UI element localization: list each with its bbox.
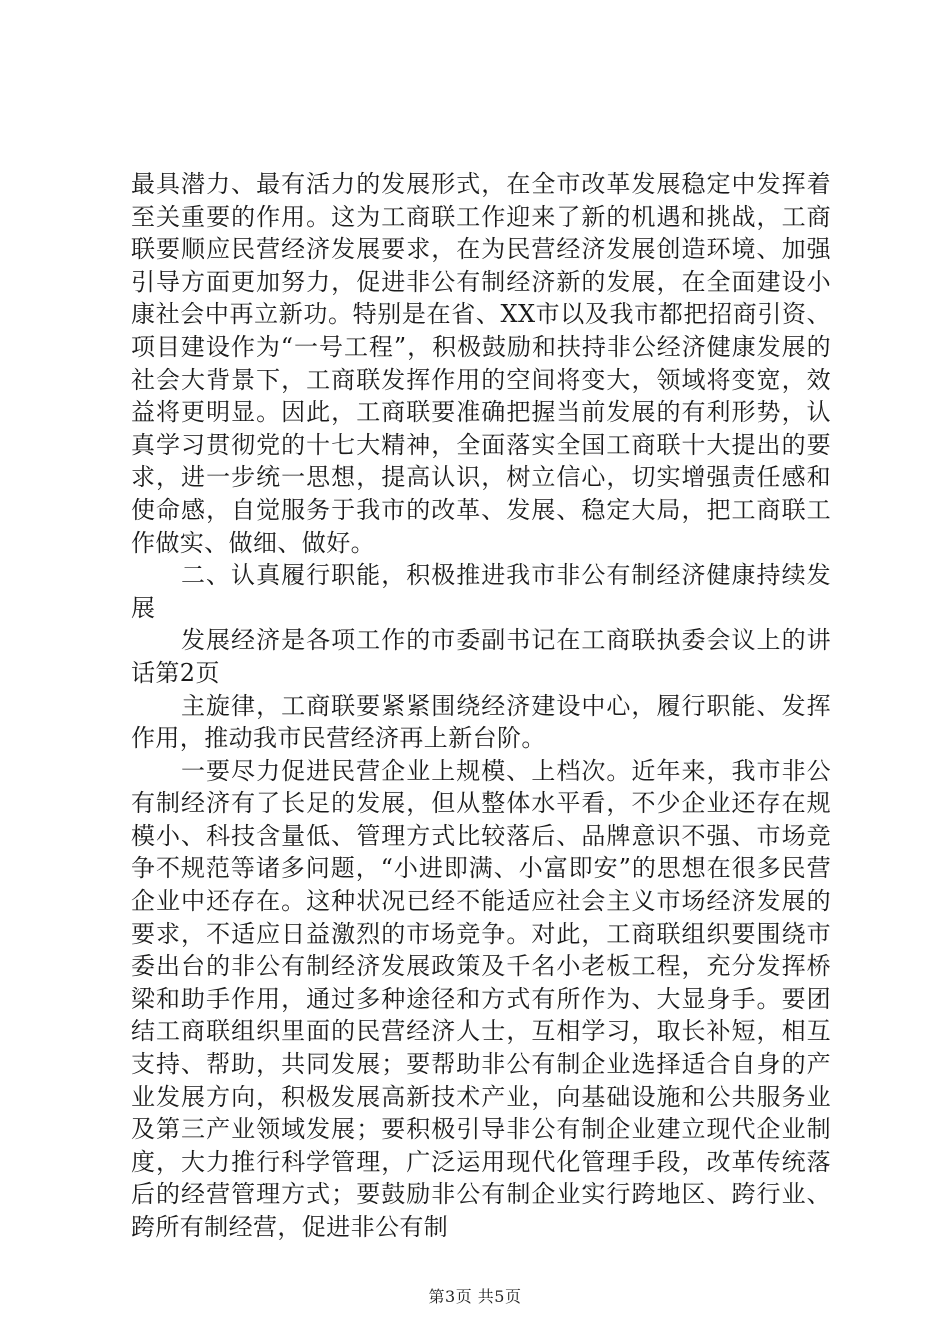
document-body [131, 168, 831, 1244]
section-heading-2: 二、认真履行职能，积极推进我市非公有制经济健康持续发展 [131, 561, 831, 622]
paragraph-page-title-line: 发展经济是各项工作的市委副书记在工商联执委会议上的讲话第2页 [131, 626, 831, 687]
page-footer: 第3页 共5页 [428, 1287, 522, 1306]
paragraph-point-one: 一要尽力促进民营企业上规模、上档次。近年来，我市非公有制经济有了长足的发展，但从整体水平看，不少企业还存在规模小、科技含量低、管理方式比较落后、品牌意识不强、市场竞争不规范等诸多问题，“小进即满、小富即安”的思想在很多民营企业中还存在。这种状况已经不能适应社会主义市场经济发展的要求，不适应日益激烈的市场竞争。对此，工商联组织要围绕市委出台的非公有制经济发展政策及千名小老板工程，充分发挥桥梁和助手作用，通过多种途径和方式有所作为、大显身手。要团结工商联组织里面的民营经济人士，互相学习，取长补短，相互支持、帮助，共同发展；要帮助非公有制企业选择适合自身的产业发展方向，积极发展高新技术产业，向基础设施和公共服务业及第三产业领域发展；要积极引导非公有制企业建立现代企业制度，大力推行科学管理，广泛运用现代化管理手段，改革传统落后的经营管理方式；要鼓励非公有制企业实行跨地区、跨行业、跨所有制经营，促进非公有制 [131, 756, 831, 1241]
paragraph-intro-continued: 最具潜力、最有活力的发展形式，在全市改革发展稳定中发挥着至关重要的作用。这为工商联工作迎来了新的机遇和挑战，工商联要顺应民营经济发展要求，在为民营经济发展创造环境、加强引导方面更加努力，促进非公有制经济新的发展，在全面建设小康社会中再立新功。特别是在省、XX市以及我市都把招商引资、项目建设作为“一号工程”，积极鼓励和扶持非公经济健康发展的社会大背景下，工商联发挥作用的空间将变大，领域将变宽，效益将更明显。因此，工商联要准确把握当前发展的有利形势，认真学习贯彻党的十七大精神，全面落实全国工商联十大提出的要求，进一步统一思想，提高认识，树立信心，切实增强责任感和使命感，自觉服务于我市的改革、发展、稳定大局，把工商联工作做实、做细、做好。 [131, 170, 831, 557]
paragraph-main-theme: 主旋律，工商联要紧紧围绕经济建设中心，履行职能、发挥作用，推动我市民营经济再上新台阶。 [131, 691, 831, 753]
